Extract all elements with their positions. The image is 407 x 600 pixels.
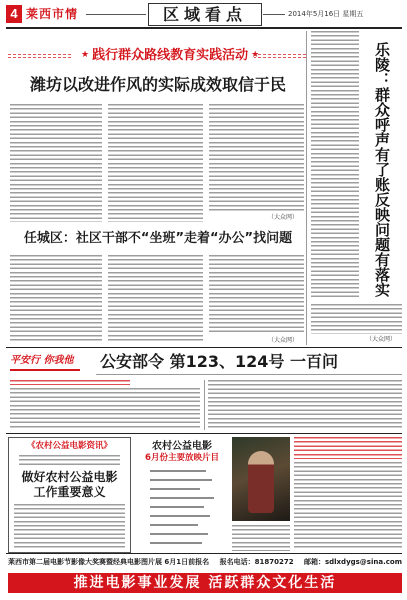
page-number: 4: [6, 5, 22, 23]
film-list-item: [150, 506, 204, 508]
campaign-banner: [72, 46, 260, 65]
right-article-source: （大众网）: [366, 336, 397, 343]
main-article-source: （大众网）: [268, 214, 299, 221]
right-headline: 乐陵：群众呼声有了账反映问题有落实: [373, 42, 391, 297]
poster-caption: [232, 525, 290, 551]
slogan-banner: 推进电影事业发展 活跃群众文化生活: [8, 573, 402, 593]
second-article-body: [108, 255, 203, 343]
section-rule: [6, 433, 402, 434]
event-email: 邮箱：sdlxdygs@sina.com: [303, 558, 402, 566]
main-article-body: [209, 104, 304, 212]
film-list-item: [150, 524, 198, 526]
ad-headline: 公安部令 第123、124号 一百问: [100, 352, 338, 371]
ad-qa-heading: [10, 380, 130, 385]
section-name: 莱西市情: [26, 7, 79, 21]
film-list-item: [150, 515, 210, 517]
header-divider: [86, 14, 146, 15]
film-list-item: [150, 470, 206, 472]
issue-date: 2014年5月16日 星期五: [288, 10, 364, 18]
right-article-body: [311, 304, 402, 334]
film-info-box: [8, 437, 131, 553]
ad-qa-text: [208, 380, 402, 430]
film-list-subtitle: 6月份主要放映片目: [145, 453, 219, 463]
film-intro-lead: [294, 437, 402, 459]
header-divider: [263, 14, 285, 15]
second-article-body: [10, 255, 102, 343]
second-headline: 任城区：社区干部不“坐班”走着“办公”找问题: [23, 231, 293, 246]
film-info-headline: 做好农村公益电影: [21, 470, 118, 484]
film-poster-image: [232, 437, 290, 521]
film-list-item: [150, 533, 208, 535]
film-list-item: [150, 479, 212, 481]
slogan-underline: [10, 369, 80, 371]
footer-rule: [6, 553, 402, 554]
film-list-item: [150, 542, 202, 544]
film-info-title: 《农村公益电影资讯》: [26, 441, 112, 451]
film-info-subtitle: [19, 455, 120, 466]
event-info-bar: [8, 556, 402, 568]
safety-slogan-logo: 平安行 你我他: [10, 355, 74, 366]
section-rule: [6, 347, 402, 348]
main-article-body: [108, 104, 203, 222]
star-icon: ★: [81, 50, 90, 60]
film-info-headline: 工作重要意义: [33, 485, 106, 499]
column-divider: [306, 31, 307, 345]
second-article-source: （大众网）: [268, 337, 299, 344]
film-list-title: 农村公益电影: [152, 441, 212, 452]
star-icon: ★: [251, 50, 260, 60]
column-title: 区域看点: [148, 3, 262, 26]
campaign-banner-text: 践行群众路线教育实践活动: [92, 48, 249, 63]
right-article-body: [311, 31, 359, 299]
second-article-body: [209, 255, 304, 335]
film-intro-body: [294, 462, 402, 550]
ad-divider: [96, 374, 402, 375]
main-headline: 潍坊以改进作风的实际成效取信于民: [29, 75, 286, 94]
poster-figure: [248, 451, 274, 513]
film-list-item: [150, 497, 214, 499]
main-article-body: [10, 104, 102, 222]
film-list-item: [150, 488, 200, 490]
film-info-body: [14, 504, 125, 548]
header-rule: [6, 27, 402, 29]
column-divider: [204, 380, 205, 430]
ad-qa-text: [10, 388, 200, 430]
event-phone: 报名电话：81870272: [219, 558, 294, 566]
event-announcement: 莱西市第二届电影节影像大奖赛暨经典电影图片展 6月1日前报名: [8, 558, 210, 566]
